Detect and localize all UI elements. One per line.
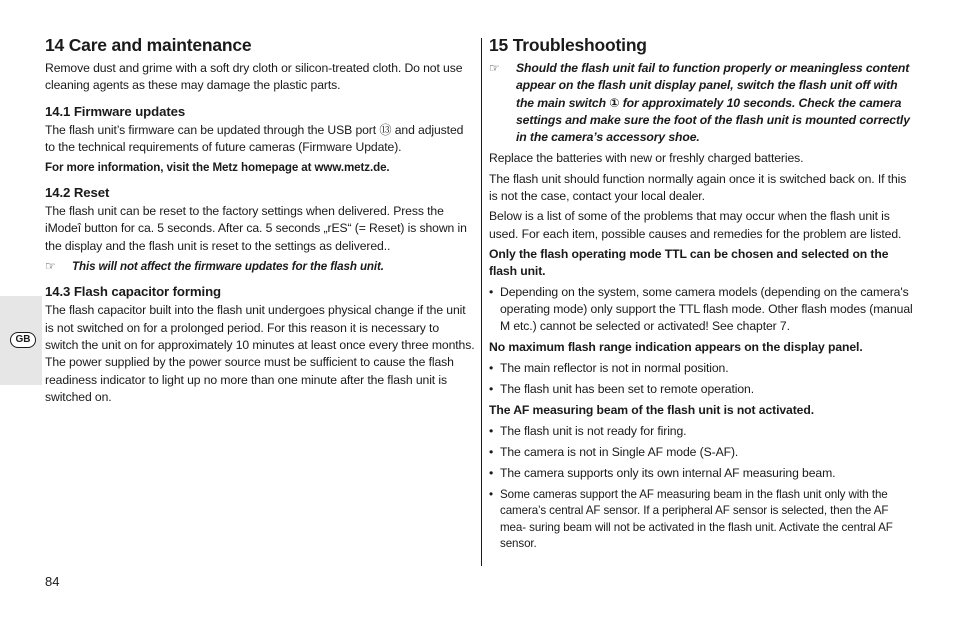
- right-column: [489, 34, 913, 557]
- left-column: [45, 34, 475, 409]
- troubleshooting-note-text: Should the flash unit fail to function properly or meaningless content appear on the flash unit display panel, switch the flash unit off with the main switch ① for approximately 10 seconds. Check the camera settings and make sure the foot of the flash unit is mounted correctly in the camera’s accessory shoe.: [516, 61, 910, 145]
- section-14-1-text: The flash unit’s firmware can be updated through the USB port ⑬ and adjusted to the technical requirements of future cameras (Firmware Update).: [45, 122, 464, 154]
- list-item: • The camera supports only its own internal AF measuring beam.: [489, 465, 913, 482]
- section-15-title: 15 Troubleshooting: [489, 35, 647, 55]
- page-number: 84: [45, 574, 60, 589]
- language-badge: GB: [10, 332, 36, 348]
- battery-text: Replace the batteries with new or freshly charged batteries.: [489, 151, 804, 166]
- pointing-hand-icon: ☞: [489, 61, 500, 75]
- problems-intro-text: Below is a list of some of the problems that may occur when the flash unit is used. For each item, possible causes and remedies for the problem are listed.: [489, 209, 902, 241]
- section-14-2-note: [45, 258, 475, 275]
- list-item: • The main reflector is not in normal position.: [489, 360, 913, 377]
- flash-range-list: [489, 360, 913, 399]
- flash-range-heading: No maximum flash range indication appears on the display panel.: [489, 340, 863, 355]
- section-14-1-homepage-note: For more information, visit the Metz homepage at www.metz.de.: [45, 161, 390, 175]
- af-beam-list: [489, 423, 913, 553]
- list-item: • Some cameras support the AF measuring beam in the flash unit only with the camera’s central AF sensor. If a peripheral AF sensor is selected, then the AF mea- suring beam will not be activated in the flash unit. Activate the central AF sensor.: [489, 487, 913, 553]
- section-14-text: Remove dust and grime with a soft dry cloth or silicon-treated cloth. Do not use cleaning agents as these may damage the plastic parts.: [45, 61, 463, 93]
- list-item: • The camera is not in Single AF mode (S-AF).: [489, 444, 913, 461]
- troubleshooting-note: [489, 60, 913, 146]
- af-beam-heading: The AF measuring beam of the flash unit is not activated.: [489, 403, 814, 418]
- section-14-2-title: 14.2 Reset: [45, 185, 110, 201]
- ttl-heading: Only the flash operating mode TTL can be chosen and selected on the flash unit.: [489, 246, 889, 279]
- section-14-3-text: The flash capacitor built into the flash unit undergoes physical change if the unit is not switched on for a prolonged period. For this reason it is necessary to switch the unit on for approximately 10 minutes at least once every three months. The power supplied by the power source must be sufficient to cause the flash readiness indicator to light up no more than one minute after the flash unit is switched on.: [45, 303, 475, 404]
- list-item: • The flash unit has been set to remote operation.: [489, 381, 913, 398]
- section-14-1-title: 14.1 Firmware updates: [45, 103, 186, 119]
- section-14-3-title: 14.3 Flash capacitor forming: [45, 284, 222, 300]
- section-14-title: 14 Care and maintenance: [45, 35, 252, 55]
- ttl-list: [489, 284, 913, 336]
- section-14-2-note-text: This will not affect the firmware updates for the flash unit.: [72, 260, 384, 274]
- column-divider: [481, 38, 482, 566]
- pointing-hand-icon: ☞: [45, 259, 56, 274]
- list-item: • The flash unit is not ready for firing.: [489, 423, 913, 440]
- section-14-2-text: The flash unit can be reset to the factory settings when delivered. Press the iModeî button for ca. 5 seconds. After ca. 5 seconds „rES“ (= Reset) is shown in the display and the flash unit is reset to the settings as delivered..: [45, 204, 467, 253]
- list-item: • Depending on the system, some camera models (depending on the camera's operating mode) only support the TTL flash mode. Other flash modes (manual M etc.) cannot be selected or activated! See chapter 7.: [489, 284, 913, 336]
- dealer-text: The flash unit should function normally again once it is switched back on. If this is not the case, contact your local dealer.: [489, 171, 907, 204]
